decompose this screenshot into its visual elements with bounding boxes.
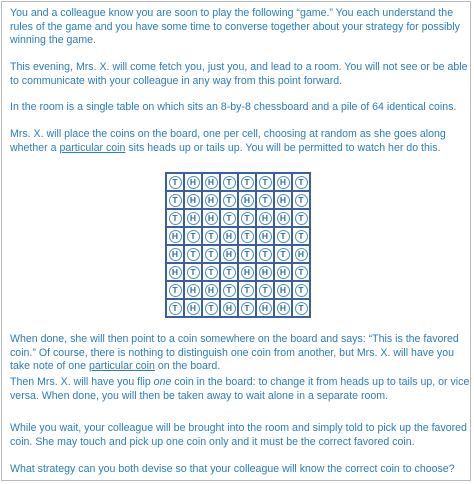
coin-tails: T bbox=[259, 284, 272, 297]
coin-heads: H bbox=[259, 212, 272, 225]
coin-tails: T bbox=[205, 230, 218, 243]
paragraph-evening: This evening, Mrs. X. will come fetch you, just you, and lead to a room. You will not see or be able to communicate with your colleague in any way from this point forward. bbox=[10, 61, 468, 87]
coin-heads: H bbox=[259, 302, 272, 315]
board-cell bbox=[238, 299, 256, 317]
coin-tails: T bbox=[187, 230, 200, 243]
board-cell bbox=[202, 281, 220, 299]
board-cell bbox=[238, 209, 256, 227]
board-cell bbox=[292, 245, 310, 263]
board-cell bbox=[220, 209, 238, 227]
coin-tails: T bbox=[295, 266, 308, 279]
coin-tails: T bbox=[259, 194, 272, 207]
placement-text-start: Mrs. X. will place the coins on the board, one per cell, choosing at random as she goes along whether a bbox=[10, 128, 446, 154]
board-cell bbox=[166, 281, 184, 299]
particular-coin-link[interactable]: particular coin bbox=[88, 360, 155, 372]
board-cell bbox=[184, 173, 202, 191]
board-cell bbox=[202, 245, 220, 263]
board-cell bbox=[202, 173, 220, 191]
coin-tails: T bbox=[205, 266, 218, 279]
coin-tails: T bbox=[223, 284, 236, 297]
coin-heads: H bbox=[241, 194, 254, 207]
board-cell bbox=[256, 191, 274, 209]
coin-heads: H bbox=[259, 230, 272, 243]
coin-tails: T bbox=[169, 284, 182, 297]
coin-tails: T bbox=[295, 212, 308, 225]
board-cell bbox=[292, 191, 310, 209]
coin-tails: T bbox=[241, 176, 254, 189]
coin-heads: H bbox=[205, 212, 218, 225]
board-cell bbox=[166, 299, 184, 317]
coin-heads: H bbox=[277, 176, 290, 189]
board-cell bbox=[256, 263, 274, 281]
board-cell bbox=[274, 299, 292, 317]
coin-tails: T bbox=[241, 212, 254, 225]
coin-tails: T bbox=[223, 266, 236, 279]
coin-tails: T bbox=[241, 302, 254, 315]
board-cell bbox=[184, 263, 202, 281]
paragraph-flip bbox=[10, 376, 470, 403]
board-cell bbox=[238, 245, 256, 263]
coin-heads: H bbox=[259, 266, 272, 279]
board-cell bbox=[202, 209, 220, 227]
board-cell bbox=[184, 245, 202, 263]
board-cell bbox=[238, 263, 256, 281]
board-cell bbox=[220, 299, 238, 317]
board-cell bbox=[220, 191, 238, 209]
board-cell bbox=[292, 299, 310, 317]
coin-heads: H bbox=[187, 194, 200, 207]
coin-heads: H bbox=[205, 284, 218, 297]
coin-heads: H bbox=[187, 212, 200, 225]
board-cell bbox=[292, 173, 310, 191]
favored-text-start: When done, she will then point to a coin somewhere on the board and says: “This is the favored coin.” Of course, there is nothing to distinguish one coin from another, but Mrs. X. will have you take note of one bbox=[10, 333, 459, 372]
board-cell bbox=[256, 281, 274, 299]
paragraph-placement bbox=[10, 128, 470, 155]
flip-text-one: one bbox=[153, 376, 172, 388]
document-frame bbox=[1, 1, 471, 481]
coin-heads: H bbox=[187, 302, 200, 315]
board-cell bbox=[202, 191, 220, 209]
board-cell bbox=[238, 173, 256, 191]
board-cell bbox=[274, 281, 292, 299]
coin-heads: H bbox=[169, 230, 182, 243]
coin-tails: T bbox=[295, 230, 308, 243]
board-cell bbox=[166, 227, 184, 245]
coin-tails: T bbox=[259, 176, 272, 189]
board-cell bbox=[220, 173, 238, 191]
board-cell bbox=[256, 173, 274, 191]
coin-tails: T bbox=[241, 248, 254, 261]
board-cell bbox=[292, 263, 310, 281]
coin-heads: H bbox=[187, 284, 200, 297]
paragraph-room: In the room is a single table on which sits an 8-by-8 chessboard and a pile of 64 identical coins. bbox=[10, 101, 457, 113]
board-cell bbox=[274, 263, 292, 281]
board-cell bbox=[274, 173, 292, 191]
board-cell bbox=[166, 191, 184, 209]
paragraph-favored-coin bbox=[10, 333, 470, 374]
coin-heads: H bbox=[277, 284, 290, 297]
board-cell bbox=[184, 299, 202, 317]
coin-heads: H bbox=[169, 248, 182, 261]
coin-heads: H bbox=[277, 266, 290, 279]
board-cell bbox=[166, 209, 184, 227]
board-cell bbox=[202, 263, 220, 281]
board-cell bbox=[238, 191, 256, 209]
board-cell bbox=[238, 281, 256, 299]
board-cell bbox=[274, 245, 292, 263]
coin-tails: T bbox=[205, 248, 218, 261]
board-cell bbox=[220, 281, 238, 299]
coin-tails: T bbox=[277, 248, 290, 261]
board-cell bbox=[166, 173, 184, 191]
coin-tails: T bbox=[169, 194, 182, 207]
coin-tails: T bbox=[295, 194, 308, 207]
coin-tails: T bbox=[241, 284, 254, 297]
board-cell bbox=[292, 209, 310, 227]
coin-heads: H bbox=[169, 266, 182, 279]
placement-text-end: sits heads up or tails up. You will be permitted to watch her do this. bbox=[125, 141, 441, 154]
coin-tails: T bbox=[187, 266, 200, 279]
board-cell bbox=[274, 209, 292, 227]
coin-heads: H bbox=[277, 302, 290, 315]
board-cell bbox=[274, 191, 292, 209]
coin-tails: T bbox=[259, 248, 272, 261]
board-cell bbox=[166, 245, 184, 263]
coin-heads: H bbox=[205, 176, 218, 189]
coin-tails: T bbox=[169, 302, 182, 315]
coin-tails: T bbox=[295, 302, 308, 315]
board-cell bbox=[256, 299, 274, 317]
board-cell bbox=[292, 281, 310, 299]
coin-heads: H bbox=[187, 176, 200, 189]
coin-heads: H bbox=[277, 194, 290, 207]
board-cell bbox=[220, 227, 238, 245]
coin-heads: H bbox=[295, 248, 308, 261]
coin-tails: T bbox=[169, 212, 182, 225]
chessboard bbox=[165, 172, 311, 318]
coin-heads: H bbox=[223, 302, 236, 315]
board-cell bbox=[166, 263, 184, 281]
coin-tails: T bbox=[223, 194, 236, 207]
coin-heads: H bbox=[223, 248, 236, 261]
coin-heads: H bbox=[205, 194, 218, 207]
paragraph-colleague: While you wait, your colleague will be brought into the room and simply told to pick up the favored coin. She may touch and pick up one coin only and it must be the correct favored coin. bbox=[10, 422, 467, 448]
board-cell bbox=[256, 209, 274, 227]
board-cell bbox=[238, 227, 256, 245]
coin-tails: T bbox=[241, 230, 254, 243]
board-cell bbox=[184, 281, 202, 299]
board-cell bbox=[220, 263, 238, 281]
board-cell bbox=[202, 227, 220, 245]
board-cell bbox=[184, 227, 202, 245]
favored-text-end: on the board. bbox=[154, 360, 221, 372]
board-cell bbox=[256, 227, 274, 245]
paragraph-question: What strategy can you both devise so that your colleague will know the correct coin to choose? bbox=[10, 463, 455, 475]
flip-text-end: coin in the board: to change it from heads up to tails up, or vice versa. When done, you will then be taken away to wait alone in a separate room. bbox=[10, 376, 470, 402]
coin-tails: T bbox=[277, 230, 290, 243]
board-cell bbox=[184, 191, 202, 209]
coin-tails: T bbox=[169, 176, 182, 189]
particular-coin-link[interactable]: particular coin bbox=[59, 141, 126, 154]
coin-heads: H bbox=[277, 212, 290, 225]
coin-tails: T bbox=[295, 176, 308, 189]
coin-tails: T bbox=[205, 302, 218, 315]
board-cell bbox=[292, 227, 310, 245]
board-cell bbox=[202, 299, 220, 317]
coin-tails: T bbox=[187, 248, 200, 261]
board-cell bbox=[256, 245, 274, 263]
board-cell bbox=[274, 227, 292, 245]
coin-tails: T bbox=[295, 284, 308, 297]
coin-heads: H bbox=[241, 266, 254, 279]
coin-tails: T bbox=[223, 176, 236, 189]
board-cell bbox=[220, 245, 238, 263]
paragraph-game-intro: You and a colleague know you are soon to play the following “game.” You each understand the rules of the game and you have some time to converse together about your strategy for possibly winning the game. bbox=[10, 7, 460, 46]
board-cell bbox=[184, 209, 202, 227]
flip-text-start: Then Mrs. X. will have you flip bbox=[10, 376, 154, 388]
coin-heads: H bbox=[223, 230, 236, 243]
coin-tails: T bbox=[223, 212, 236, 225]
